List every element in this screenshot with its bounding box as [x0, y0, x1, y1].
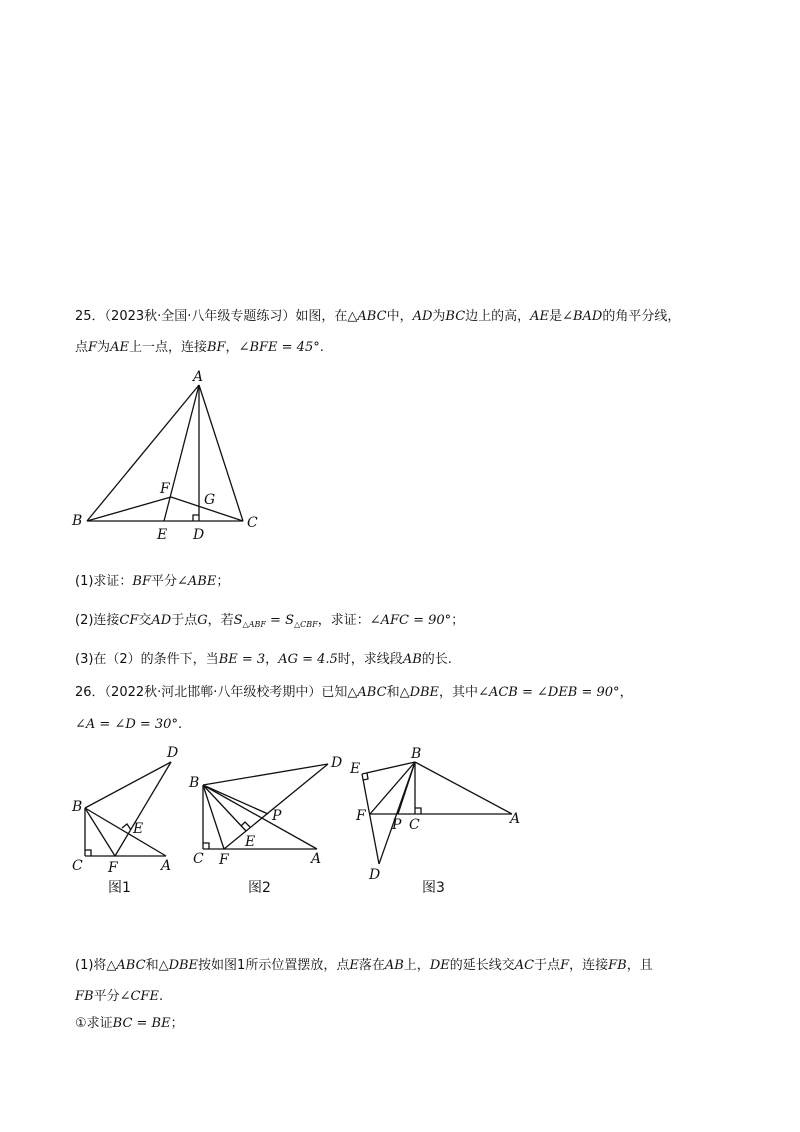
text: ；: [170, 1016, 184, 1031]
text: .: [319, 340, 324, 355]
seg-BE: [203, 785, 246, 831]
seg-BP: [203, 785, 268, 814]
seg-BE: [362, 762, 415, 774]
f1-caption: 图1: [108, 880, 131, 896]
f2-label-D: D: [331, 755, 343, 771]
text: 的长.: [421, 652, 452, 667]
text: (3)在（2）的条件下，当: [75, 652, 219, 667]
seg-BP: [398, 762, 415, 814]
text: 的延长线交: [449, 958, 515, 973]
label-G: G: [204, 492, 216, 508]
math: AD: [412, 309, 433, 324]
right-angle-mark: [85, 850, 91, 856]
math: FB: [608, 958, 627, 973]
text: 按如图1所示位置摆放，点: [198, 958, 350, 973]
text: 交: [138, 613, 152, 628]
text: 落在: [358, 958, 385, 973]
text: 为: [432, 309, 446, 324]
label-C: C: [247, 515, 258, 531]
f1-label-E: E: [133, 821, 144, 837]
text: 平分: [151, 574, 178, 589]
label-F: F: [160, 481, 170, 497]
text: ；: [216, 574, 230, 589]
math: ∠ABE: [177, 574, 217, 589]
math: ∠ACB = ∠DEB = 90°: [478, 685, 620, 700]
seg-FB: [85, 808, 115, 856]
label-A: A: [193, 369, 204, 385]
math: DE: [429, 958, 450, 973]
f1-label-D: D: [167, 745, 179, 761]
f2-label-A: A: [311, 851, 322, 867]
math: BC = BE: [112, 1016, 171, 1031]
f3-label-A: A: [510, 811, 521, 827]
seg-BA: [85, 808, 166, 856]
f3-label-P: P: [392, 817, 402, 833]
math: ∠BFE = 45°: [238, 340, 320, 355]
f3-label-B: B: [411, 746, 422, 762]
text: ；: [451, 613, 465, 628]
f2-caption: 图2: [248, 880, 271, 896]
figure-1: [85, 762, 171, 856]
f2-label-C: C: [193, 851, 204, 867]
math: BC: [445, 309, 466, 324]
text: 和: [386, 685, 400, 700]
text: ①求证: [75, 1016, 113, 1031]
text: ，若: [207, 613, 234, 628]
text: .: [177, 717, 183, 732]
figure-3: [362, 762, 512, 864]
q26-part1-cont: [75, 988, 163, 1006]
f2-label-F: F: [219, 852, 229, 868]
text: (1)将: [75, 958, 107, 973]
math: ∠CFE: [119, 989, 159, 1004]
seg-BF: [370, 762, 415, 814]
q25-source: （2023秋·全国·八年级专题练习）: [104, 309, 296, 324]
seg-DF: [224, 764, 328, 849]
f2-label-E: E: [245, 834, 256, 850]
f3-label-C: C: [409, 817, 420, 833]
math-subscript: △ABF: [242, 620, 266, 629]
text: ，: [225, 340, 239, 355]
text: ，连接: [569, 958, 609, 973]
math: F: [560, 958, 570, 973]
math: ∠AFC = 90°: [369, 613, 452, 628]
math: AB: [402, 652, 422, 667]
seg-BD: [203, 764, 328, 785]
text: 如图，在: [295, 309, 348, 324]
math: FB: [75, 989, 94, 1004]
text: .: [158, 989, 164, 1004]
text: ，其中: [439, 685, 479, 700]
label-B: B: [72, 513, 83, 529]
seg-BD: [85, 762, 171, 808]
right-angle-mark: [122, 824, 131, 830]
text: 的角平分线，: [602, 309, 681, 324]
math: △DBE: [158, 958, 199, 973]
f3-label-F: F: [356, 808, 366, 824]
text: 于点: [534, 958, 561, 973]
math: G: [197, 613, 208, 628]
text: 点: [75, 340, 89, 355]
seg-BA: [415, 762, 512, 814]
text: (1)求证：: [75, 574, 133, 589]
math: S: [233, 613, 243, 628]
right-angle-mark: [415, 808, 421, 814]
f3-caption: 图3: [422, 880, 445, 896]
math: ∠A = ∠D = 30°: [75, 717, 178, 732]
text: 中，: [386, 309, 413, 324]
f1-label-C: C: [72, 858, 83, 874]
text: ，: [619, 685, 633, 700]
math: CF: [119, 613, 139, 628]
f3-label-E: E: [350, 761, 361, 777]
text: 已知: [321, 685, 348, 700]
text: ，且: [626, 958, 653, 973]
q26-source: （2022秋·河北邯郸·八年级校考期中）: [104, 685, 322, 700]
right-angle-mark: [203, 843, 209, 849]
f2-label-B: B: [189, 775, 200, 791]
math: BF: [206, 340, 226, 355]
text: (2)连接: [75, 613, 120, 628]
text: ，求证：: [317, 613, 370, 628]
f2-label-P: P: [272, 808, 282, 824]
text: 和: [145, 958, 159, 973]
math: S: [285, 613, 294, 628]
f1-label-B: B: [72, 799, 83, 815]
figure-2: [203, 764, 328, 849]
text: ，: [265, 652, 279, 667]
text: 边上的高，: [465, 309, 531, 324]
math: BE = 3: [218, 652, 266, 667]
text: 是: [549, 309, 563, 324]
math: BF: [132, 574, 151, 589]
math: △ABC: [347, 685, 387, 700]
math: △ABC: [106, 958, 146, 973]
text: 为: [97, 340, 111, 355]
text: 上，: [403, 958, 430, 973]
text: 上一点，连接: [128, 340, 207, 355]
math: ∠BAD: [562, 309, 603, 324]
q26-number: 26．: [75, 685, 105, 700]
math: =: [265, 613, 286, 628]
math: AG = 4.5: [278, 652, 338, 667]
q26-sub1: [75, 1015, 184, 1033]
math-subscript: △CBF: [293, 620, 318, 629]
q25-number: 25．: [75, 309, 105, 324]
math: AD: [151, 613, 172, 628]
f3-label-D: D: [369, 867, 381, 883]
math: F: [88, 340, 98, 355]
text: 于点: [171, 613, 198, 628]
f1-label-A: A: [161, 858, 172, 874]
math: AE: [530, 309, 550, 324]
math: AB: [384, 958, 404, 973]
math: △DBE: [399, 685, 440, 700]
q26-part1: [75, 957, 653, 975]
f1-label-F: F: [108, 860, 118, 876]
math: △ABC: [347, 309, 387, 324]
math: E: [349, 958, 359, 973]
text: 平分: [93, 989, 120, 1004]
label-D: D: [193, 527, 205, 543]
math: AC: [514, 958, 535, 973]
text: 时，求线段: [337, 652, 403, 667]
math: AE: [110, 340, 129, 355]
label-E: E: [157, 527, 168, 543]
seg-BA: [203, 785, 317, 849]
